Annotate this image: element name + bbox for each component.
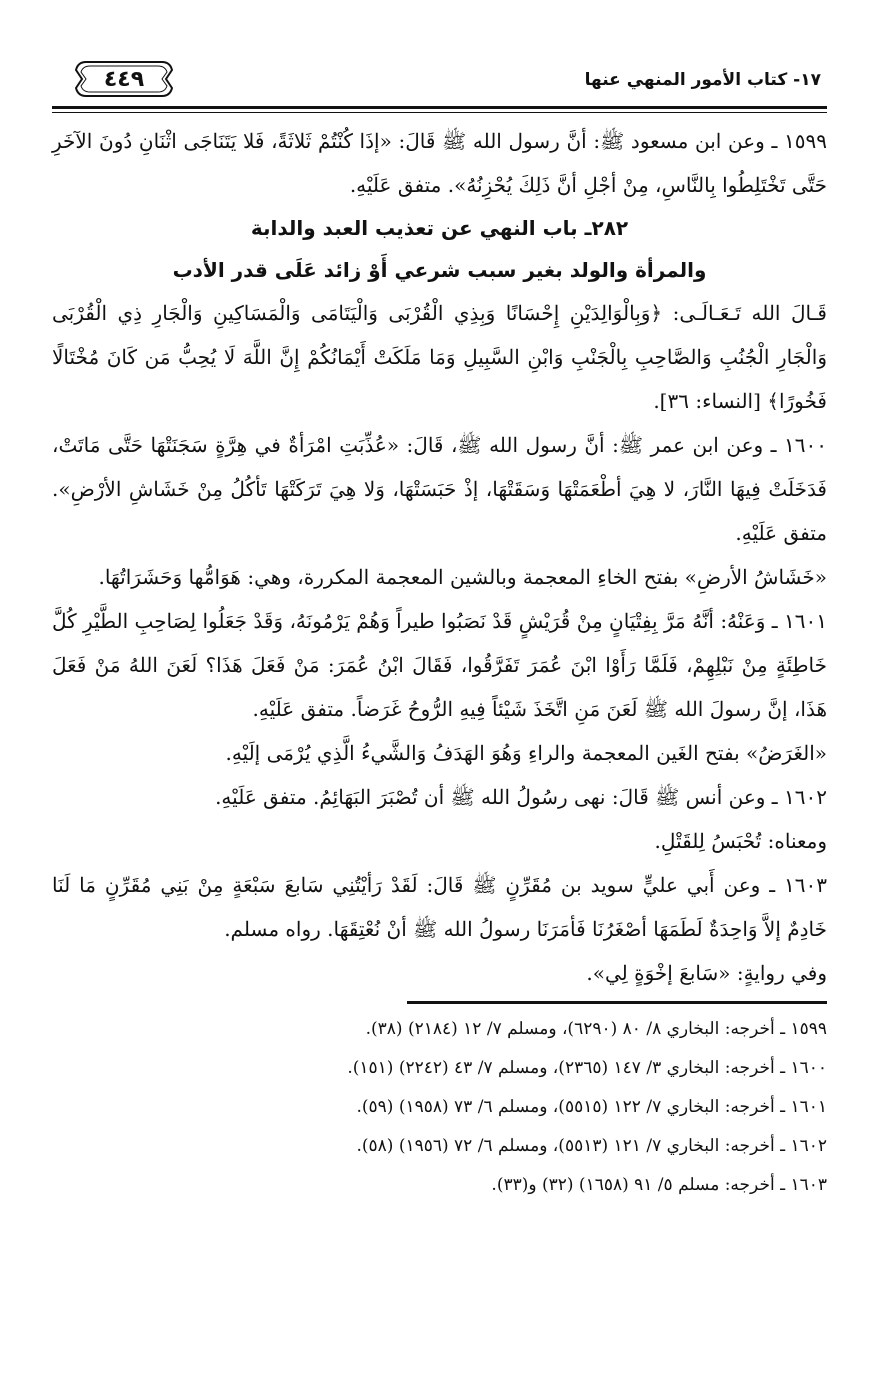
explanation-meaning: ومعناه: تُحْبَسُ لِلقَتْلِ. xyxy=(654,829,827,853)
hadith-1600: ١٦٠٠ ـ وعن ابن عمر ﷺ: أنَّ رسول الله ﷺ، قَالَ: «عُذِّبَتِ امْرَأةٌ في هِرَّةٍ سَجَنَتْهَا حَتَّى مَاتَتْ، فَدَخَلَتْ فِيهَا النَّارَ، لا هِيَ أطْعَمَتْهَا وَسَقَتْهَا، إذْ حَبَسَتْهَا، وَلا هِيَ تَرَكَتْهَا تَأكُلُ مِنْ خَشَاشِ الأرْضِ». متفق عَلَيْهِ. xyxy=(52,433,827,545)
main-text xyxy=(52,119,827,995)
explanation-khashash: «خَشَاشُ الأرضِ» بفتح الخاءِ المعجمة وبالشين المعجمة المكررة، وهي: هَوَامُّها وَحَشَرَاتُهَا. xyxy=(98,565,827,589)
narration-variant: وفي روايةٍ: «سَابعَ إخْوَةٍ لِي». xyxy=(586,961,827,985)
hadith-1602: ١٦٠٢ ـ وعن أنس ﷺ قَالَ: نهى رسُولُ الله ﷺ أن تُصْبَرَ البَهَائِمُ. متفق عَلَيْهِ. xyxy=(215,785,827,809)
quran-verse: قَـالَ الله تَـعَـالَـى: ﴿وَبِالْوَالِدَيْنِ إِحْسَانًا وَبِذِي الْقُرْبَى وَالْيَتَامَى وَالْمَسَاكِينِ وَالْجَارِ ذِي الْقُرْبَى وَالْجَارِ الْجُنُبِ وَالصَّاحِبِ بِالْجَنْبِ وَابْنِ السَّبِيلِ وَمَا مَلَكَتْ أَيْمَانُكُمْ إِنَّ اللَّهَ لَا يُحِبُّ مَن كَانَ مُخْتَالًا فَخُورًا﴾ [النساء: ٣٦]. xyxy=(52,301,827,413)
page-header xyxy=(52,56,827,106)
footnote-divider xyxy=(407,1001,827,1004)
header-rule xyxy=(52,106,827,109)
page-number-frame xyxy=(72,58,176,100)
chapter-heading-line-2: والمرأة والولد بغير سبب شرعي أَوْ زائد عَلَى قدر الأدب xyxy=(172,258,707,282)
footnotes xyxy=(52,1010,827,1205)
chapter-title: ١٧- كتاب الأمور المنهي عنها xyxy=(584,70,821,90)
hadith-1603: ١٦٠٣ ـ وعن أَبي عليٍّ سويد بن مُقَرِّنٍ ﷺ قَالَ: لَقَدْ رَأيْتُنِي سَابعَ سَبْعَةٍ مِنْ بَنِي مُقَرِّنٍ مَا لَنَا خَادِمٌ إلاَّ وَاحِدَةٌ لَطَمَهَا أصْغَرُنَا فَأمَرَنَا رسولُ الله ﷺ أنْ نُعْتِقَهَا. رواه مسلم. xyxy=(52,873,827,941)
footnote-1603: ١٦٠٣ ـ أخرجه: مسلم ٥/ ٩١ (١٦٥٨) (٣٢) و(٣٣). xyxy=(491,1175,827,1195)
hadith-1601: ١٦٠١ ـ وَعَنْهُ: أنَّهُ مَرَّ بِفِتْيَانٍ مِنْ قُرَيْشٍ قَدْ نَصَبُوا طيراً وَهُمْ يَرْمُونَهُ، وَقَدْ جَعَلُوا لِصَاحِبِ الطَّيْرِ كُلَّ خَاطِئَةٍ مِنْ نَبْلِهِمْ، فَلَمَّا رَأَوْا ابْنَ عُمَرَ تَفَرَّقُوا، فَقَالَ ابْنُ عُمَرَ: مَنْ فَعَلَ هَذَا؟ لَعَنَ اللهُ مَنْ فَعَلَ هَذَا، إنَّ رسولَ الله ﷺ لَعَنَ مَنِ اتَّخَذَ شَيْئاً فِيهِ الرُّوحُ غَرَضاً. متفق عَلَيْهِ. xyxy=(52,609,827,721)
footnote-1600: ١٦٠٠ ـ أخرجه: البخاري ٣/ ١٤٧ (٢٣٦٥)، ومسلم ٧/ ٤٣ (٢٢٤٢) (١٥١). xyxy=(347,1058,827,1078)
chapter-heading-line-1: ٢٨٢ـ باب النهي عن تعذيب العبد والدابة xyxy=(250,216,629,240)
explanation-gharad: «الغَرَضُ» بفتح الغَين المعجمة والراءِ وَهُوَ الهَدَفُ وَالشَّيءُ الَّذِي يُرْمَى إلَيْهِ. xyxy=(225,741,827,765)
footnote-1602: ١٦٠٢ ـ أخرجه: البخاري ٧/ ١٢١ (٥٥١٣)، ومسلم ٦/ ٧٢ (١٩٥٦) (٥٨). xyxy=(356,1136,827,1156)
footnote-1601: ١٦٠١ ـ أخرجه: البخاري ٧/ ١٢٢ (٥٥١٥)، ومسلم ٦/ ٧٣ (١٩٥٨) (٥٩). xyxy=(356,1097,827,1117)
header-rule-thin xyxy=(52,112,827,113)
page-number: ٤٤٩ xyxy=(103,66,145,92)
hadith-1599: ١٥٩٩ ـ وعن ابن مسعود ﷺ: أنَّ رسول الله ﷺ قَالَ: «إذَا كُنْتُمْ ثَلاثَةً، فَلا يَتَنَاجَى اثْنَانِ دُونَ الآخَرِ حَتَّى تَخْتَلِطُوا بِالنَّاسِ، مِنْ أجْلِ أنَّ ذَلِكَ يُحْزِنُهُ». متفق عَلَيْهِ. xyxy=(52,129,827,197)
book-page xyxy=(52,56,827,1205)
footnote-1599: ١٥٩٩ ـ أخرجه: البخاري ٨/ ٨٠ (٦٢٩٠)، ومسلم ٧/ ١٢ (٢١٨٤) (٣٨). xyxy=(365,1019,827,1039)
